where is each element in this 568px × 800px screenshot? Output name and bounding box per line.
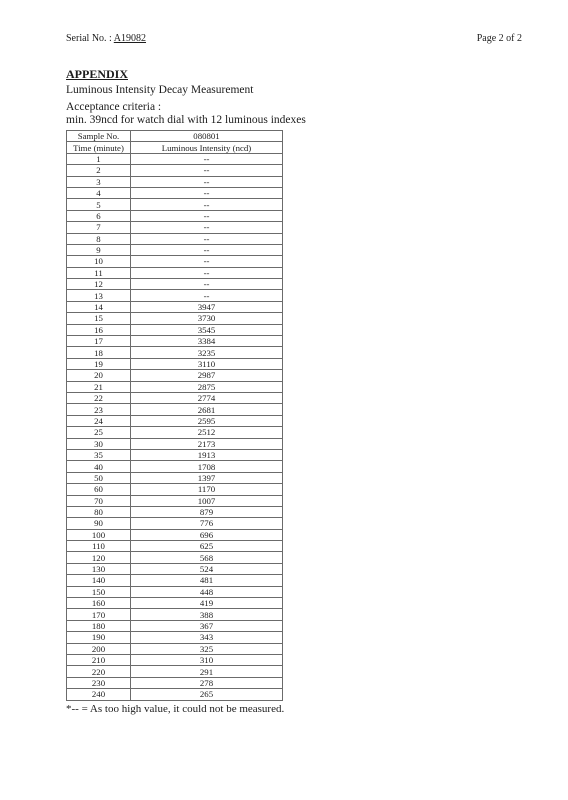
intensity-cell: 481 (131, 575, 283, 586)
table-row (67, 552, 283, 563)
table-row (67, 586, 283, 597)
time-cell: 140 (67, 575, 131, 586)
time-cell: 12 (67, 279, 131, 290)
table-row (67, 472, 283, 483)
table-row (67, 370, 283, 381)
time-cell: 220 (67, 666, 131, 677)
time-cell: 9 (67, 244, 131, 255)
table-row (67, 415, 283, 426)
time-cell: 90 (67, 518, 131, 529)
intensity-cell: 879 (131, 506, 283, 517)
intensity-cell: 367 (131, 620, 283, 631)
intensity-cell: -- (131, 199, 283, 210)
serial-number: A19082 (113, 33, 147, 44)
table-row (67, 313, 283, 324)
intensity-cell: 291 (131, 666, 283, 677)
intensity-cell: 278 (131, 677, 283, 688)
table-row (67, 347, 283, 358)
table-row (67, 449, 283, 460)
intensity-cell: 2595 (131, 415, 283, 426)
table-row (67, 495, 283, 506)
time-cell: 70 (67, 495, 131, 506)
time-cell: 14 (67, 301, 131, 312)
table-row (67, 187, 283, 198)
intensity-cell: 310 (131, 654, 283, 665)
serial-number-header (66, 33, 146, 44)
table-row (67, 461, 283, 472)
intensity-cell: -- (131, 165, 283, 176)
intensity-cell: 419 (131, 598, 283, 609)
time-cell: 240 (67, 689, 131, 700)
time-cell: 35 (67, 449, 131, 460)
document-subtitle: Luminous Intensity Decay Measurement (66, 84, 254, 96)
intensity-cell: -- (131, 267, 283, 278)
intensity-cell: 1708 (131, 461, 283, 472)
intensity-cell: 3235 (131, 347, 283, 358)
sample-no-value: 080801 (131, 131, 283, 142)
intensity-cell: 625 (131, 541, 283, 552)
time-cell: 60 (67, 484, 131, 495)
table-row (67, 438, 283, 449)
table-row (67, 358, 283, 369)
intensity-cell: -- (131, 176, 283, 187)
time-cell: 50 (67, 472, 131, 483)
time-cell: 150 (67, 586, 131, 597)
intensity-cell: -- (131, 279, 283, 290)
time-cell: 100 (67, 529, 131, 540)
intensity-cell: 3384 (131, 336, 283, 347)
intensity-cell: 2512 (131, 427, 283, 438)
intensity-cell: 1913 (131, 449, 283, 460)
time-cell: 24 (67, 415, 131, 426)
table-row (67, 244, 283, 255)
table-row (67, 324, 283, 335)
table-row (67, 666, 283, 677)
sample-no-header: Sample No. (67, 131, 131, 142)
page-number: Page 2 of 2 (476, 33, 522, 44)
table-row (67, 529, 283, 540)
intensity-cell: -- (131, 210, 283, 221)
table-header-row (67, 131, 283, 142)
intensity-cell: 448 (131, 586, 283, 597)
intensity-cell: -- (131, 290, 283, 301)
intensity-cell: 696 (131, 529, 283, 540)
time-column-header: Time (minute) (67, 142, 131, 153)
time-cell: 190 (67, 632, 131, 643)
time-cell: 4 (67, 187, 131, 198)
intensity-cell: 1397 (131, 472, 283, 483)
table-row (67, 279, 283, 290)
table-row (67, 176, 283, 187)
time-cell: 20 (67, 370, 131, 381)
intensity-cell: 2774 (131, 392, 283, 403)
intensity-cell: 3947 (131, 301, 283, 312)
time-cell: 22 (67, 392, 131, 403)
time-cell: 8 (67, 233, 131, 244)
time-cell: 120 (67, 552, 131, 563)
table-row (67, 256, 283, 267)
intensity-cell: 2875 (131, 381, 283, 392)
time-cell: 5 (67, 199, 131, 210)
time-cell: 160 (67, 598, 131, 609)
intensity-cell: 776 (131, 518, 283, 529)
serial-label: Serial No. : (66, 33, 112, 44)
time-cell: 10 (67, 256, 131, 267)
time-cell: 6 (67, 210, 131, 221)
table-row (67, 632, 283, 643)
time-cell: 3 (67, 176, 131, 187)
intensity-column-header: Luminous Intensity (ncd) (131, 142, 283, 153)
intensity-cell: 265 (131, 689, 283, 700)
table-row (67, 404, 283, 415)
table-row (67, 392, 283, 403)
table-row (67, 643, 283, 654)
table-row (67, 233, 283, 244)
table-row (67, 518, 283, 529)
intensity-cell: -- (131, 187, 283, 198)
intensity-cell: 2173 (131, 438, 283, 449)
luminous-intensity-table (66, 130, 283, 701)
time-cell: 130 (67, 563, 131, 574)
time-cell: 11 (67, 267, 131, 278)
time-cell: 25 (67, 427, 131, 438)
time-cell: 19 (67, 358, 131, 369)
intensity-cell: -- (131, 233, 283, 244)
time-cell: 7 (67, 222, 131, 233)
footnote: *-- = As too high value, it could not be measured. (66, 703, 285, 715)
time-cell: 30 (67, 438, 131, 449)
time-cell: 2 (67, 165, 131, 176)
time-cell: 210 (67, 654, 131, 665)
intensity-cell: 3110 (131, 358, 283, 369)
time-cell: 80 (67, 506, 131, 517)
intensity-cell: -- (131, 153, 283, 164)
time-cell: 13 (67, 290, 131, 301)
time-cell: 40 (67, 461, 131, 472)
table-row (67, 654, 283, 665)
table-row (67, 484, 283, 495)
time-cell: 15 (67, 313, 131, 324)
time-cell: 230 (67, 677, 131, 688)
appendix-title: APPENDIX (66, 67, 128, 81)
table-row (67, 210, 283, 221)
table-row (67, 165, 283, 176)
table-row (67, 620, 283, 631)
intensity-cell: 3545 (131, 324, 283, 335)
table-row (67, 541, 283, 552)
table-row (67, 267, 283, 278)
intensity-cell: 2681 (131, 404, 283, 415)
intensity-cell: 388 (131, 609, 283, 620)
intensity-cell: 1170 (131, 484, 283, 495)
table-row (67, 677, 283, 688)
table-row (67, 222, 283, 233)
time-cell: 1 (67, 153, 131, 164)
intensity-cell: 343 (131, 632, 283, 643)
table-row (67, 381, 283, 392)
intensity-cell: 325 (131, 643, 283, 654)
time-cell: 18 (67, 347, 131, 358)
time-cell: 110 (67, 541, 131, 552)
table-row (67, 153, 283, 164)
intensity-cell: -- (131, 222, 283, 233)
table-row (67, 301, 283, 312)
table-header-row (67, 142, 283, 153)
table-row (67, 609, 283, 620)
intensity-cell: 524 (131, 563, 283, 574)
time-cell: 16 (67, 324, 131, 335)
time-cell: 23 (67, 404, 131, 415)
acceptance-criteria-label: Acceptance criteria : (66, 101, 162, 113)
intensity-cell: 3730 (131, 313, 283, 324)
acceptance-criteria-text: min. 39ncd for watch dial with 12 luminous indexes (66, 114, 306, 126)
time-cell: 180 (67, 620, 131, 631)
time-cell: 17 (67, 336, 131, 347)
table-row (67, 199, 283, 210)
intensity-cell: -- (131, 256, 283, 267)
table-row (67, 598, 283, 609)
table-row (67, 575, 283, 586)
time-cell: 200 (67, 643, 131, 654)
table-row (67, 506, 283, 517)
intensity-cell: -- (131, 244, 283, 255)
time-cell: 21 (67, 381, 131, 392)
intensity-cell: 2987 (131, 370, 283, 381)
intensity-cell: 1007 (131, 495, 283, 506)
table-row (67, 427, 283, 438)
table-row (67, 689, 283, 700)
table-row (67, 336, 283, 347)
time-cell: 170 (67, 609, 131, 620)
table-row (67, 563, 283, 574)
table-row (67, 290, 283, 301)
intensity-cell: 568 (131, 552, 283, 563)
